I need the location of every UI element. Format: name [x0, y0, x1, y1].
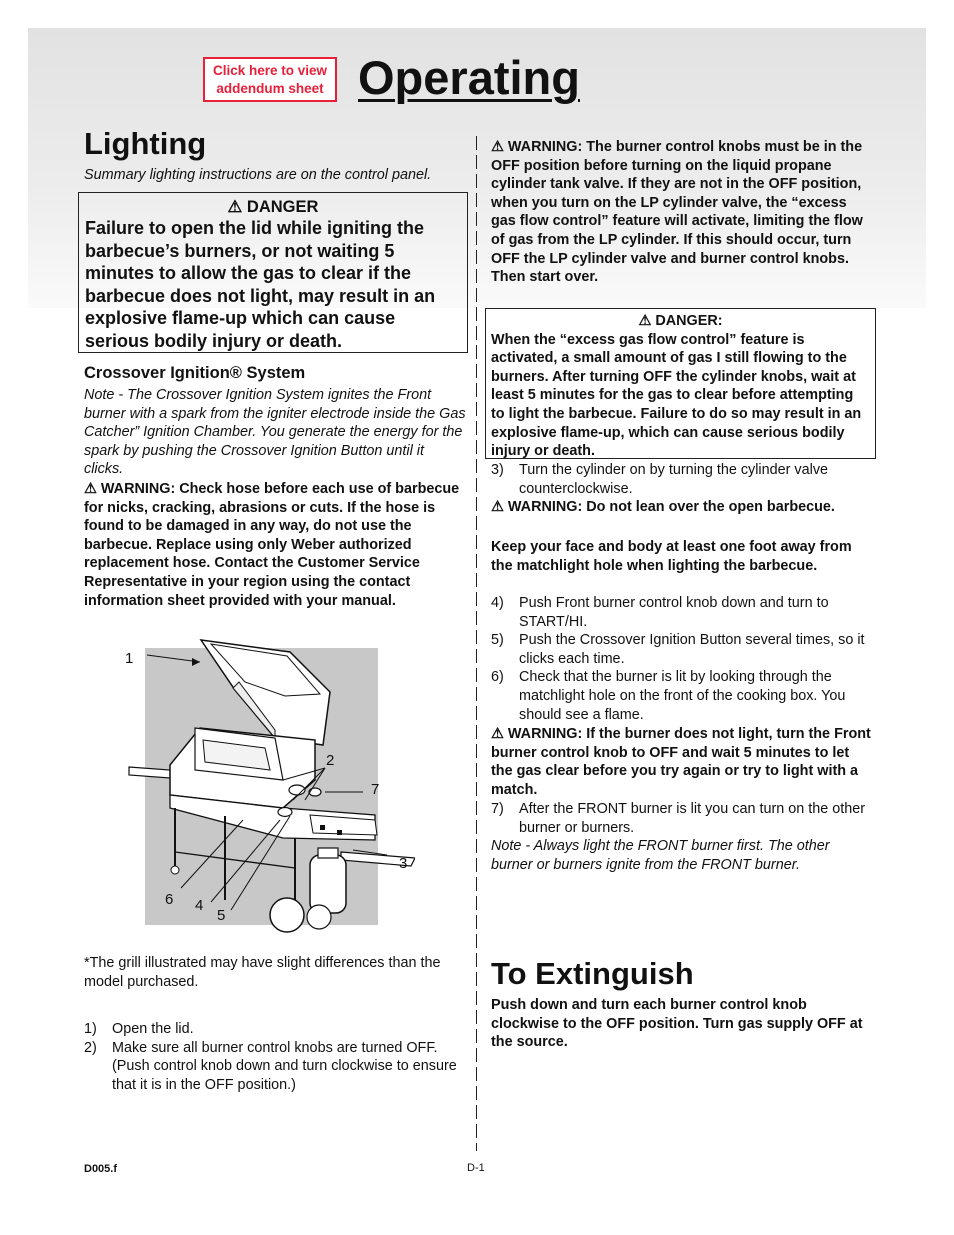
doc-code: D005.f — [84, 1163, 118, 1175]
addendum-link[interactable]: Click here to view addendum sheet — [203, 57, 337, 102]
callout-6: 6 — [165, 891, 174, 908]
note-front-burner: Note - Always light the FRONT burner first. The other burner or burners ignite from the FRONT burner. — [491, 838, 830, 873]
crossover-note: Note - The Crossover Ignition System ignites the Front burner with a spark from the igniter electrode inside the Gas Catcher” Ignition Chamber. You generate the energy for the spark by pushing the Crossover Ignition Button until it clicks. — [84, 387, 466, 478]
danger-box-gas-flow — [485, 308, 876, 459]
warning-not-light: ⚠ WARNING: If the burner does not light, turn the Front burner control knob to OFF and wait 5 minutes to let the gas clear before you try again or try to light with a match. — [491, 726, 871, 798]
danger-text: Failure to open the lid while igniting the barbecue’s burners, or not waiting 5 minutes to allow the gas to clear if the barbecue does not light, may result in an explosive flame-up which can cause serious bodily injury or death. — [85, 218, 436, 351]
step-7 — [491, 800, 873, 837]
hose-warning: ⚠ WARNING: Check hose before each use of barbecue for nicks, cracking, abrasions or cuts. If the hose is found to be damaged in any way, do not use the barbecue. Replace using only Weber authorized replacement hose. Contact the Customer Service Representative in your region using the contact information sheet provided with your manual. — [84, 481, 460, 609]
list-item: 4) Push Front burner control knob down and turn to START/HI. — [491, 595, 829, 630]
summary-note: Summary lighting instructions are on the control panel. — [84, 167, 432, 183]
callout-3: 3 — [399, 855, 408, 872]
callout-7: 7 — [371, 781, 380, 798]
list-item: 7) After the FRONT burner is lit you can turn on the other burner or burners. — [491, 801, 866, 836]
crossover-heading: Crossover Ignition® System — [84, 364, 306, 382]
callout-4: 4 — [195, 897, 204, 914]
warning-lean: ⚠ WARNING: Do not lean over the open barbecue. — [491, 499, 835, 515]
list-item: 6) Check that the burner is lit by looking through the matchlight hole on the front of the cooking box. You should see a flame. — [491, 669, 846, 723]
callout-1: 1 — [125, 650, 134, 667]
danger-box-lid — [78, 192, 468, 353]
steps-left — [84, 1020, 459, 1094]
lighting-heading: Lighting — [84, 126, 207, 161]
danger-heading: ⚠ DANGER — [227, 198, 319, 216]
step-3 — [491, 461, 871, 498]
steps-mid — [491, 594, 873, 724]
callout-5: 5 — [217, 907, 226, 924]
column-divider — [476, 136, 477, 1151]
list-item: 3) Turn the cylinder on by turning the cylinder valve counterclockwise. — [491, 462, 829, 497]
danger-heading: ⚠ DANGER: — [638, 313, 723, 329]
callout-2: 2 — [326, 752, 335, 769]
extinguish-heading: To Extinguish — [491, 956, 694, 991]
keep-face-warning: Keep your face and body at least one foot away from the matchlight hole when lighting the barbecue. — [491, 539, 852, 574]
page-title: Operating — [358, 51, 580, 104]
grill-illustration — [115, 630, 415, 935]
extinguish-text: Push down and turn each burner control knob clockwise to the OFF position. Turn gas supply OFF at the source. — [491, 997, 863, 1051]
list-item: 1) Open the lid. — [84, 1021, 194, 1037]
figure-note: *The grill illustrated may have slight differences than the model purchased. — [84, 955, 441, 990]
list-item: 2) Make sure all burner control knobs are turned OFF. (Push control knob down and turn clockwise to ensure that it is in the OFF position.) — [84, 1039, 457, 1093]
list-item: 5) Push the Crossover Ignition Button several times, so it clicks each time. — [491, 632, 865, 667]
danger-text: When the “excess gas flow control” feature is activated, a small amount of gas I still flowing to the burners. After turning OFF the cylinder knobs, wait at least 5 minutes for the gas to clear before attempting to light the barbecue. Failure to do so may result in an explosive flame-up, which can cause serious bodily injury or death. — [491, 331, 862, 460]
warning-lp: ⚠ WARNING: The burner control knobs must be in the OFF position before turning on the liquid propane cylinder tank valve. If they are not in the OFF position, when you turn on the LP cylinder valve, the “excess gas flow control” feature will activate, limiting the flow of gas from the LP cylinder. If this should occur, turn OFF the LP cylinder valve and burner control knobs. Then start over. — [491, 139, 863, 286]
page-number: D-1 — [467, 1162, 485, 1174]
